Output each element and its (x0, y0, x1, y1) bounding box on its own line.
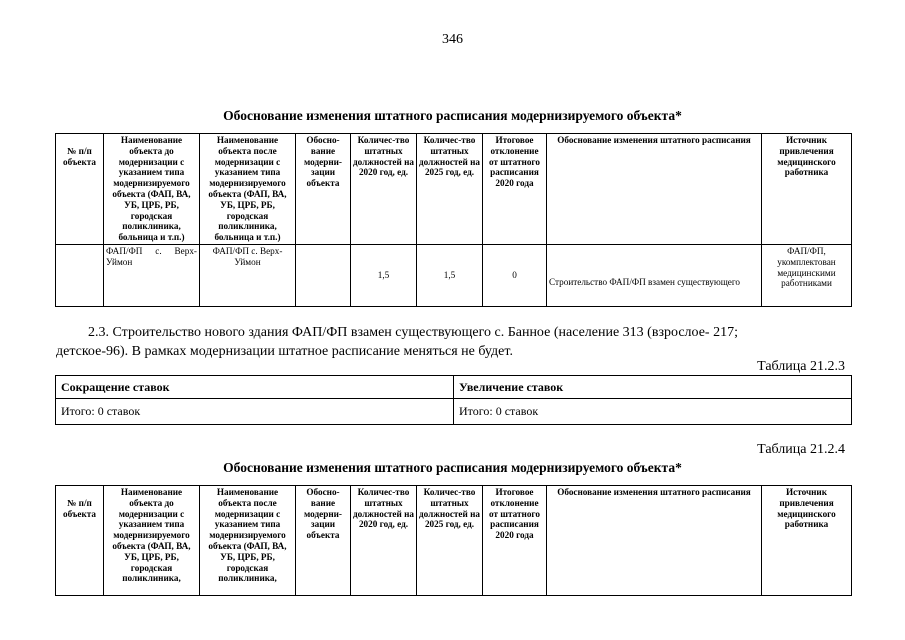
col-header-after: Наименование объекта после модернизации с указанием типа модернизируемого объекта (ФАП, ВА, УБ, ЦРБ, РБ, городская поликлиника, больница и т.п.) (200, 134, 296, 245)
col-header-reason: Обосно-вание модерни-зации объекта (296, 134, 351, 245)
table-header-row (56, 486, 852, 596)
col-header-deviation: Итоговое отклонение от штатного расписания 2020 года (483, 486, 547, 596)
col-header-deviation: Итоговое отклонение от штатного расписания 2020 года (483, 134, 547, 245)
rates-table (55, 375, 852, 425)
increase-header: Увеличение ставок (454, 376, 852, 399)
col-header-source: Источник привлечения медицинского работника (762, 486, 852, 596)
cuts-total: Итого: 0 ставок (56, 399, 454, 425)
staffing-table-1 (55, 133, 852, 307)
rates-total-row (56, 399, 852, 425)
col-header-reason: Обосно-вание модерни-зации объекта (296, 486, 351, 596)
col-header-after: Наименование объекта после модернизации с указанием типа модернизируемого объекта (ФАП, ВА, УБ, ЦРБ, РБ, городская поликлиника, (200, 486, 296, 596)
table2-caption: Таблица 21.2.3 (757, 359, 845, 374)
cell-source: ФАП/ФП, укомплектован медицинскими работниками (762, 244, 852, 306)
table-row (56, 244, 852, 306)
col-header-count-2020: Количес-тво штатных должностей на 2020 год, ед. (351, 486, 417, 596)
cuts-header: Сокращение ставок (56, 376, 454, 399)
table3-title: Обоснование изменения штатного расписания модернизируемого объекта* (223, 460, 682, 475)
staffing-table-2 (55, 485, 852, 596)
col-header-count-2025: Количес-тво штатных должностей на 2025 год, ед. (417, 486, 483, 596)
cell-number (56, 244, 104, 306)
col-header-number: № п/п объекта (56, 134, 104, 245)
cell-count-2025: 1,5 (417, 244, 483, 306)
cell-count-2020: 1,5 (351, 244, 417, 306)
col-header-before: Наименование объекта до модернизации с указанием типа модернизируемого объекта (ФАП, ВА, УБ, ЦРБ, РБ, городская поликлиника, больница и т.п.) (104, 134, 200, 245)
col-header-source: Источник привлечения медицинского работника (762, 134, 852, 245)
col-header-justification: Обоснование изменения штатного расписания (547, 486, 762, 596)
cell-before: ФАП/ФП с. Верх-Уймон (104, 244, 200, 306)
table3-caption: Таблица 21.2.4 (757, 442, 845, 457)
rates-header-row (56, 376, 852, 399)
increase-total: Итого: 0 ставок (454, 399, 852, 425)
col-header-count-2025: Количес-тво штатных должностей на 2025 год, ед. (417, 134, 483, 245)
col-header-number: № п/п объекта (56, 486, 104, 596)
cell-after: ФАП/ФП с. Верх-Уймон (200, 244, 296, 306)
col-header-justification: Обоснование изменения штатного расписания (547, 134, 762, 245)
paragraph-2-3: 2.3. Строительство нового здания ФАП/ФП взамен существующего с. Банное (население 313 (взрослое- 217; детское-96). В рамках модернизации штатное расписание меняться не будет. (56, 325, 738, 359)
table-header-row (56, 134, 852, 245)
page-number: 346 (442, 32, 463, 47)
cell-deviation: 0 (483, 244, 547, 306)
cell-justification: Строительство ФАП/ФП взамен существующего (547, 244, 762, 306)
col-header-count-2020: Количес-тво штатных должностей на 2020 год, ед. (351, 134, 417, 245)
cell-reason (296, 244, 351, 306)
table1-title: Обоснование изменения штатного расписания модернизируемого объекта* (223, 108, 682, 123)
col-header-before: Наименование объекта до модернизации с указанием типа модернизируемого объекта (ФАП, ВА, УБ, ЦРБ, РБ, городская поликлиника, (104, 486, 200, 596)
